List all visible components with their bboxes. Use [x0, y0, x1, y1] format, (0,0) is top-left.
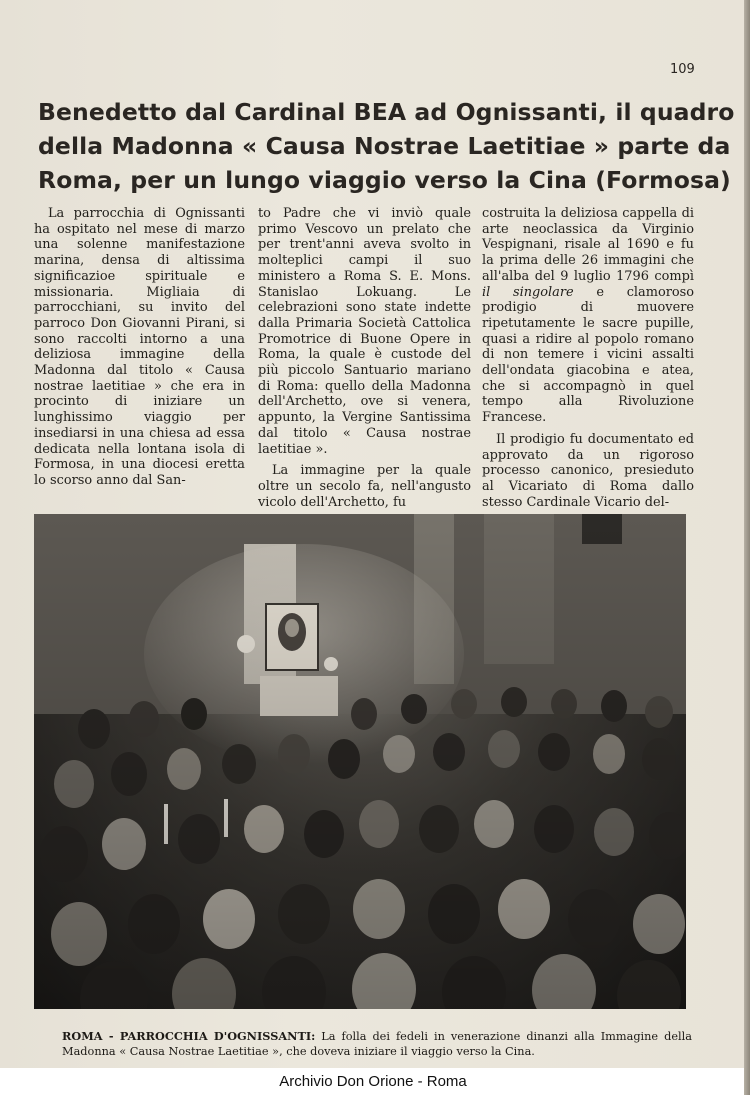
- archive-footer: [0, 1068, 746, 1095]
- photo-caption: [62, 1029, 692, 1059]
- headline-line-3: Roma, per un lungo viaggio verso la Cina (Formosa): [38, 166, 731, 194]
- caption-text: La folla dei fedeli in venerazione dinanzi alla Immagine della Madonna « Causa Nostrae Laetitiae », che doveva iniziare il viaggio verso la Cina.: [62, 1030, 692, 1058]
- crowd-photograph: [34, 514, 686, 1009]
- article-headline: [38, 95, 735, 197]
- paragraph: La immagine per la quale oltre un secolo fa, nell'angusto vicolo dell'Archetto, fu: [258, 463, 471, 510]
- article-column-1: [34, 206, 245, 489]
- headline-line-2: della Madonna « Causa Nostrae Laetitiae » parte da: [38, 132, 731, 160]
- paragraph-text: e clamoroso prodigio di muovere ripetutamente le sacre pupille, quasi a ridire al popolo romano di non temere i vicini assalti dell'ondata giacobina e atea, che si accompagnò in quel tempo alla Rivoluzione Francese.: [482, 284, 694, 426]
- paragraph-text: costruita la deliziosa cappella di arte neoclassica da Virginio Vespignani, risale al 1690 e fu la prima delle 26 immagini che all'alba del 9 luglio 1796 compì: [482, 206, 694, 284]
- article-column-2: [258, 206, 471, 510]
- archive-credit: Archivio Don Orione - Roma: [279, 1073, 467, 1090]
- headline-line-1: Benedetto dal Cardinal BEA ad Ognissanti, il quadro: [38, 98, 735, 126]
- paragraph: [482, 206, 694, 426]
- emphasis-text: il singolare: [482, 284, 574, 300]
- paragraph: La parrocchia di Ognissanti ha ospitato nel mese di marzo una solenne manifestazione marina, densa di altissima significazioe spirituale e missionaria. Migliaia di parrocchiani, su invito del parroco Don Giovanni Pirani, si sono raccolti intorno a una deliziosa immagine della Madonna dal titolo « Causa nostrae laetitiae » che era in procinto di iniziare un lunghissimo viaggio per insediarsi in una chiesa ad essa dedicata nella lontana isola di Formosa, in una diocesi eretta lo scorso anno dal San-: [34, 206, 245, 488]
- paragraph: to Padre che vi inviò quale primo Vescovo un prelato che per trent'anni aveva svolto in molteplici campi il suo ministero a Roma S. E. Mons. Stanislao Lokuang. Le celebrazioni sono state indette dalla Primaria Società Cattolica Promotrice di Buone Opere in Roma, la quale è custode del più piccolo Santuario mariano di Roma: quello della Madonna dell'Archetto, ove si venera, appunto, la Vergine Santissima dal titolo « Causa nostrae laetitiae ».: [258, 206, 471, 457]
- page-edge: [744, 0, 750, 1095]
- article-column-3: [482, 206, 694, 510]
- photo-illustration: [34, 514, 686, 1009]
- photo-shading: [34, 514, 686, 1009]
- page-number: 109: [670, 62, 695, 77]
- paragraph: Il prodigio fu documentato ed approvato da un rigoroso processo canonico, presieduto al Vicariato di Roma dallo stesso Cardinale Vicario del-: [482, 431, 694, 510]
- caption-lead: ROMA - PARROCCHIA D'OGNISSANTI:: [62, 1029, 316, 1043]
